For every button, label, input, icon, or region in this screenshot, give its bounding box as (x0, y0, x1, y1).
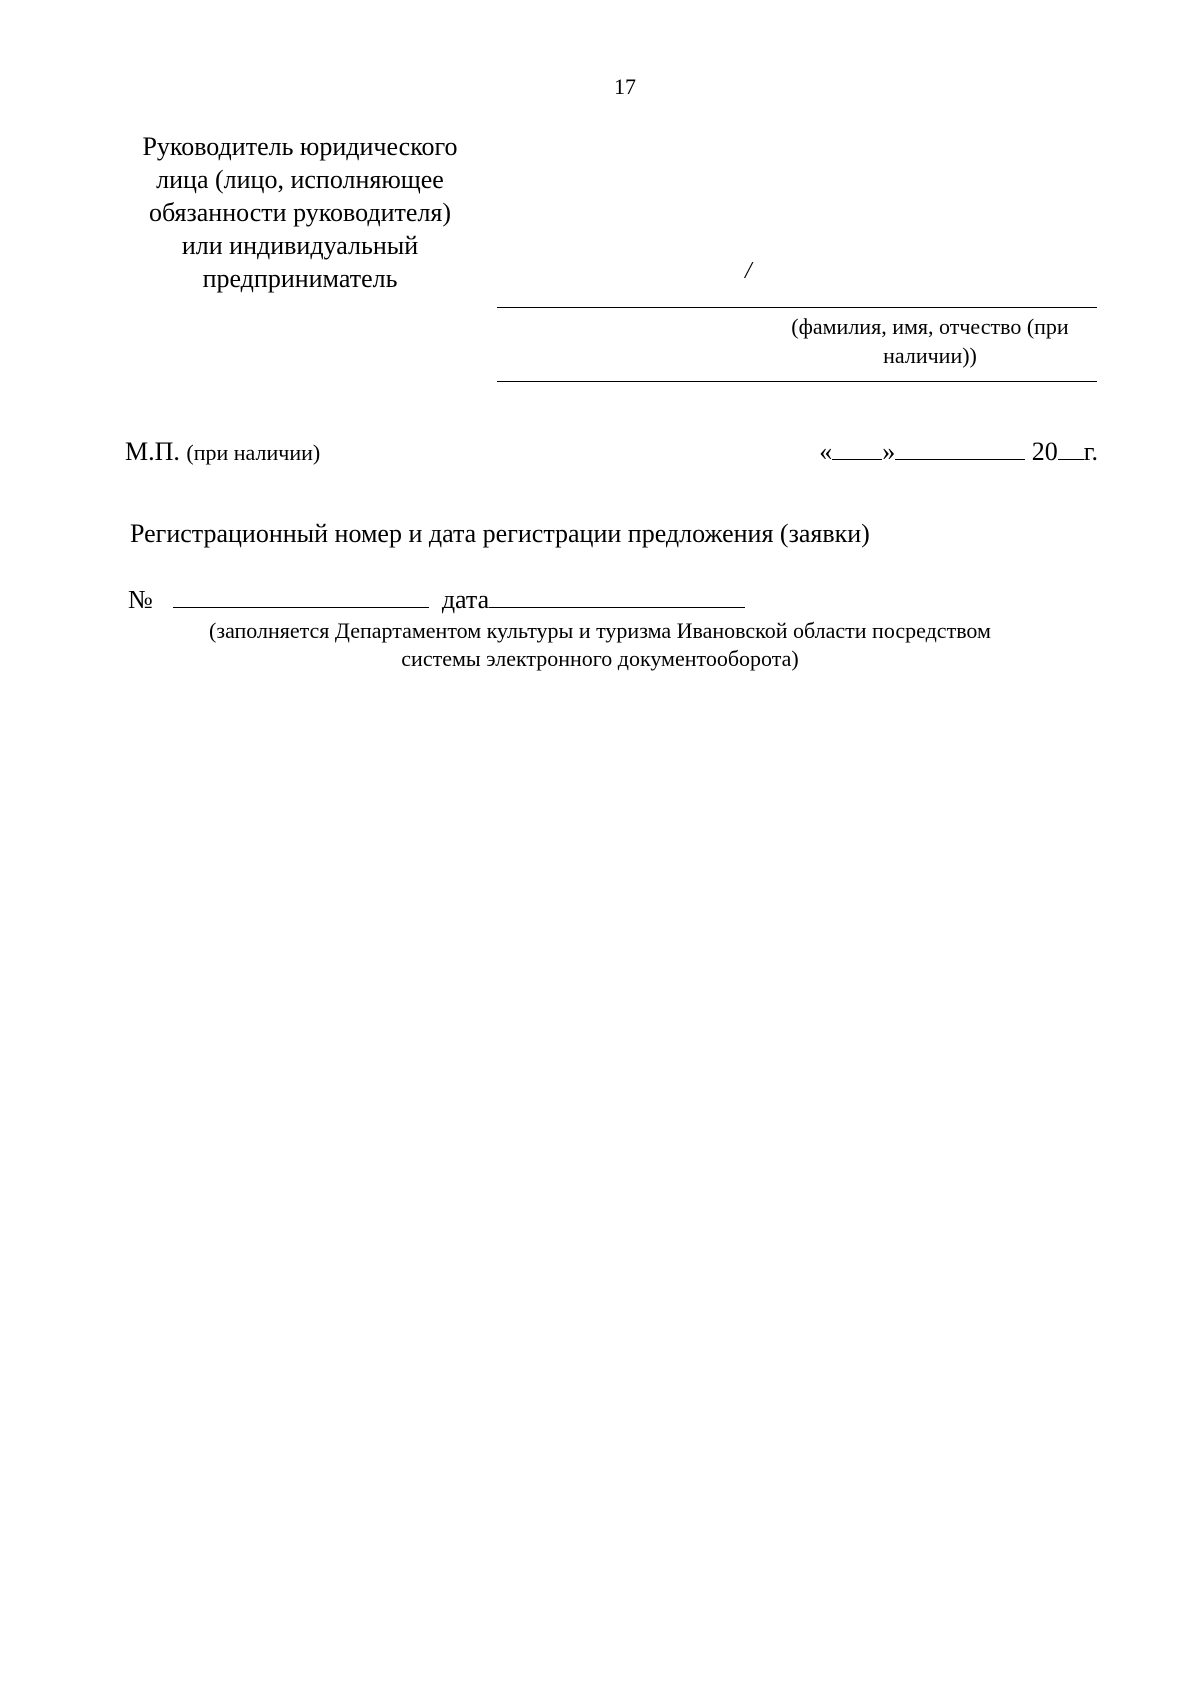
number-label: № (128, 585, 153, 614)
open-quote: « (819, 437, 833, 466)
fio-caption-line: наличии)) (883, 343, 977, 368)
signer-title-line: предприниматель (202, 264, 398, 293)
fio-line[interactable] (497, 381, 1097, 382)
year-prefix: 20 (1031, 437, 1058, 466)
month-blank[interactable] (895, 437, 1025, 460)
registration-fields (128, 583, 745, 615)
signer-title-line: лица (лицо, исполняющее (156, 165, 444, 194)
stamp-label: М.П. (125, 437, 180, 466)
signature-line[interactable] (497, 307, 1097, 308)
page-number: 17 (614, 74, 636, 99)
signer-title-line: обязанности руководителя) (148, 198, 452, 227)
registration-caption-line: системы электронного документооборота) (401, 646, 799, 671)
registration-caption-line: (заполняется Департаментом культуры и туризма Ивановской области посредством (209, 618, 991, 643)
signer-title-line: Руководитель юридического (142, 132, 458, 161)
fio-caption (760, 312, 1100, 370)
signer-title (120, 130, 480, 295)
date-blank[interactable] (489, 583, 745, 608)
registration-caption (150, 617, 1050, 673)
fio-caption-line: (фамилия, имя, отчество (при (791, 314, 1069, 339)
signature-separator: / (745, 258, 752, 284)
signer-title-line: или индивидуальный (181, 231, 419, 260)
date-label: дата (441, 585, 490, 614)
year-blank[interactable] (1058, 437, 1084, 460)
stamp-note: (при наличии) (186, 440, 321, 465)
day-blank[interactable] (832, 437, 882, 460)
number-blank[interactable] (173, 583, 429, 608)
year-suffix: г. (1083, 437, 1098, 466)
stamp-place (125, 437, 320, 467)
registration-title: Регистрационный номер и дата регистрации предложения (заявки) (130, 519, 870, 548)
close-quote: » (882, 437, 896, 466)
date-field (819, 437, 1098, 467)
